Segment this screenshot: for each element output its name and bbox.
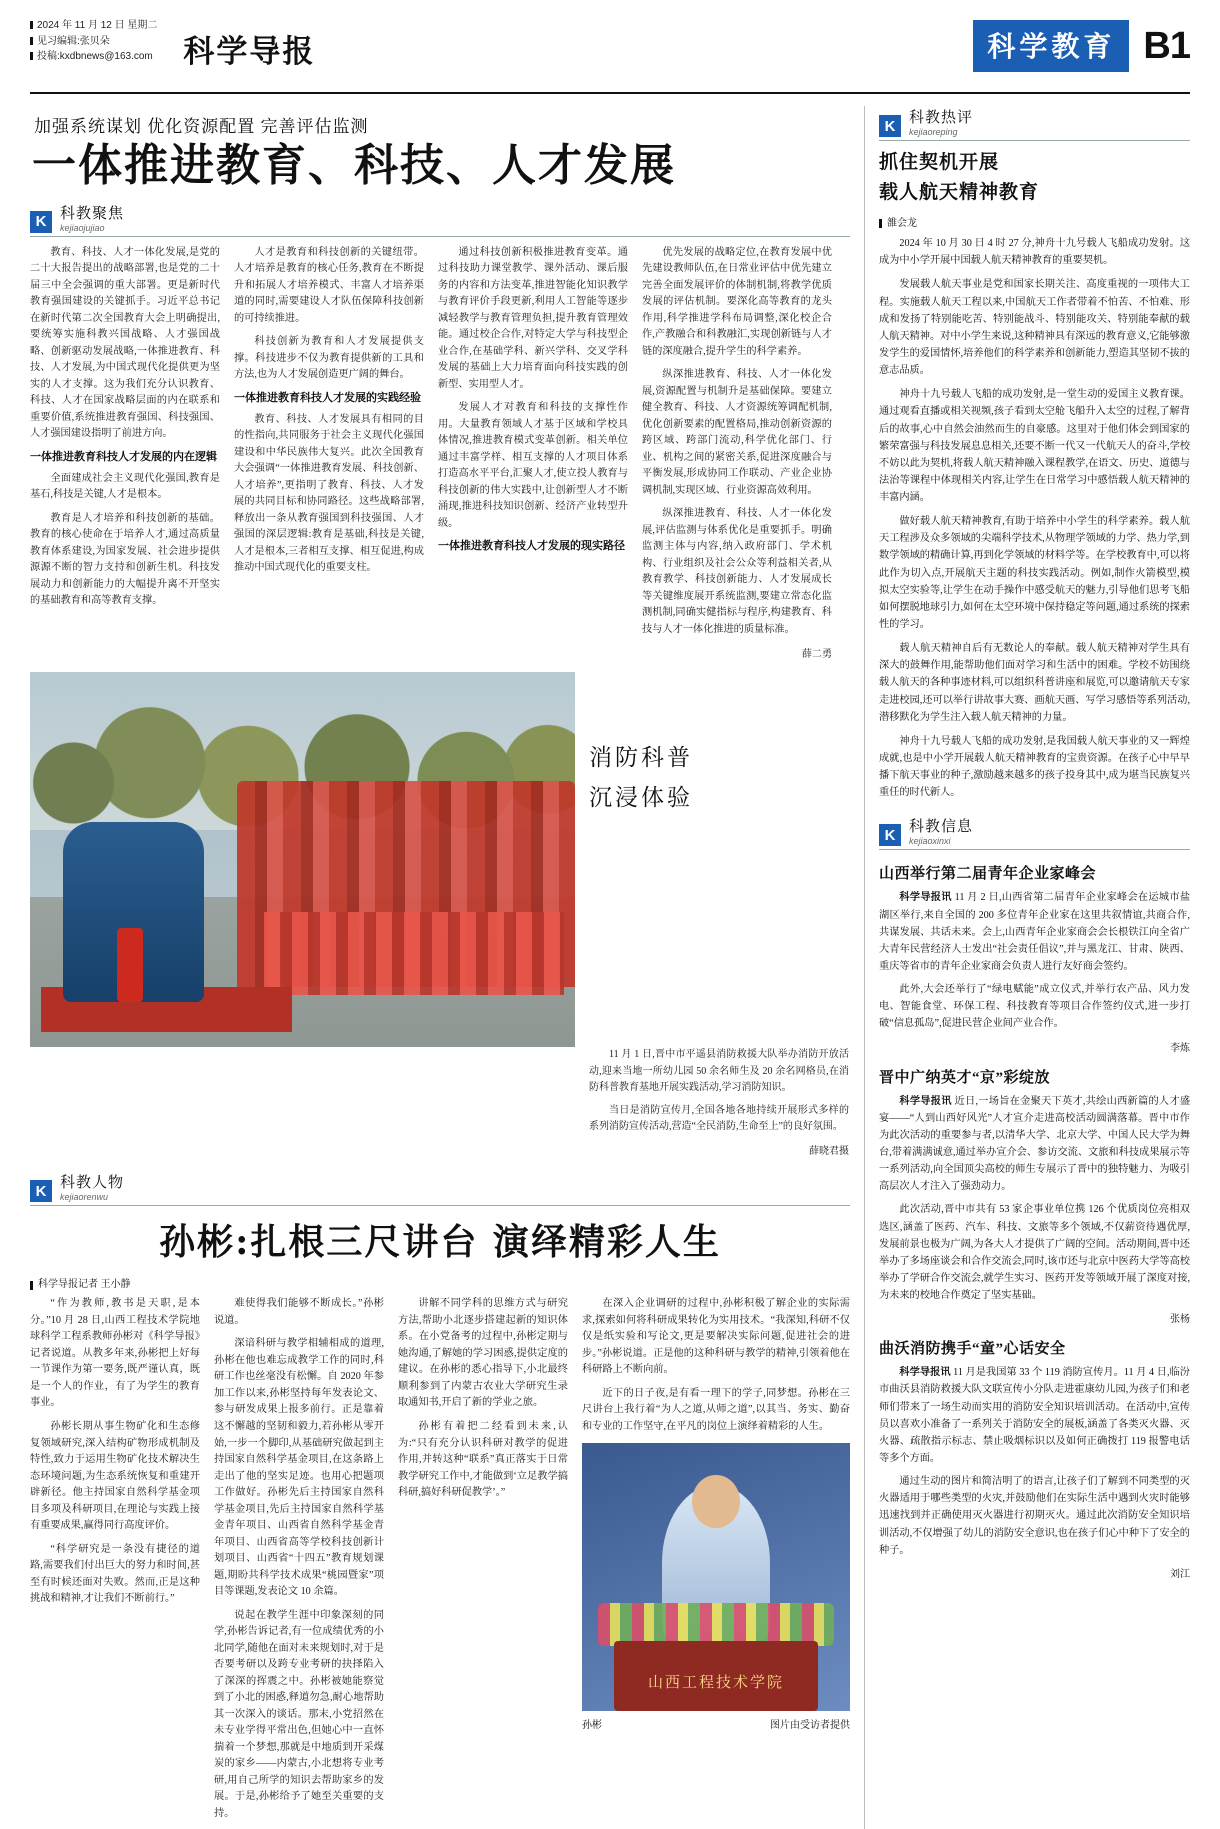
paragraph: 神舟十九号载人飞船的成功发射,是我国载人航天事业的又一辉煌成就,也是中小学开展载人航天精神教育的宝贵资源。在孩子心中早早播下航天事业的种子,激励越来越多的孩子投身其中,成为堪当民族复兴重任的时代新人。 bbox=[879, 735, 1190, 799]
lead-col-1 bbox=[30, 245, 220, 661]
rail-headline-line2: 载人航天精神教育 bbox=[879, 181, 1040, 203]
paragraph: 讲解不同学科的思维方式与研究方法,帮助小北逐步搭建起新的知识体系。在小党备考的过程中,孙彬定期与她沟通,了解她的学习困惑,提供定度的建议。在孙彬的悉心指导下,小北最终顺利参到了内蒙古农业大学研究生录取通知书,开启了新的学业之旅。 bbox=[398, 1298, 568, 1409]
column-head-renwu bbox=[30, 1171, 850, 1206]
column-head-label: 科教聚焦 bbox=[60, 205, 125, 222]
paragraph: 全面建成社会主义现代化强国,教育是基石,科技是关键,人才是根本。 bbox=[30, 472, 220, 501]
paragraph: 难使得我们能够不断成长。”孙彬说道。 bbox=[214, 1298, 384, 1326]
paragraph: 通过科技创新积极推进教育变革。通过科技助力课堂教学、课外活动、课后服务的内容和方法变革,推进智能化知识教学与教育评价手段更新,利用人工智能等逐步减轻教学与教育管理负担,提升教育管理效能。通过校企合作,对特定大学与科技型企业合作,在基础学科、新兴学科、交叉学科发展的基础上大力培育面向科技实践的创新型、实用型人才。 bbox=[438, 246, 628, 390]
paragraph: 科技创新为教育和人才发展提供支撑。科技进步不仅为教育提供新的工具和方法,也为人才发展创造更广阔的舞台。 bbox=[234, 336, 424, 381]
photo2-caption: 孙彬 bbox=[582, 1719, 602, 1731]
paragraph: 近下的日子夜,是有看一理下的学子,同梦想。孙彬在三尺讲台上我行着“为人之道,从师之道”,以其当、务实、勤奋和专业的工作坚守,在平凡的岗位上演绎着精彩的人生。 bbox=[582, 1387, 850, 1432]
feature-col-2 bbox=[214, 1296, 384, 1829]
feature-columns bbox=[30, 1296, 850, 1829]
photo-overline-line2: 沉浸体验 bbox=[589, 784, 693, 810]
column-head-pinyin: kejiaoxinxi bbox=[909, 836, 951, 847]
paragraph: 神舟十九号载人飞船的成功发射,是一堂生动的爱国主义教育课。通过观看直播或相关视频,孩子看到太空舱飞船升入太空的过程,了解背后的故事,心中自然会油然而生的自豪感。这里对于他们体会到国家的繁荣富强与科技发展息息相关,还要不断一代又一代航天人的奋斗,学校不妨以此为契机,将载人航天精神融入课程教学,在语文、历史、道德与法治等课程中体现相关内容,让学生在日常学习中感悟载人航天精神的丰富内涵。 bbox=[879, 389, 1190, 504]
feature-byline-text: 科学导报记者 王小静 bbox=[38, 1279, 131, 1291]
k-logo-icon: K bbox=[879, 115, 901, 137]
rail-byline-top bbox=[879, 214, 1190, 229]
news-lead-label: 科学导报讯 bbox=[899, 892, 952, 904]
paragraph: 孙彬有着把二经看到未来,认为:“只有充分认识科研对教学的促进作用,并转这种“联系”真正落实于日常教学研究工作中,才能做到‘立足教学搞科研,搞好科研促教学’。” bbox=[398, 1421, 568, 1499]
photo-overline-line1: 消防科普 bbox=[589, 745, 693, 771]
feature-col-4 bbox=[582, 1296, 850, 1829]
k-logo-icon: K bbox=[30, 1180, 52, 1202]
feature-byline bbox=[30, 1275, 850, 1290]
lead-col-2 bbox=[234, 245, 424, 661]
bar-marker bbox=[30, 1281, 33, 1290]
column-head-xinxi bbox=[879, 815, 1190, 850]
fire-safety-photo bbox=[30, 672, 575, 1047]
photo2-caption-row bbox=[582, 1716, 850, 1731]
column-head-reping bbox=[879, 106, 1190, 141]
issue-date: 2024 年 11 月 12 日 星期二 bbox=[37, 20, 158, 31]
lead-byline: 薛二勇 bbox=[802, 649, 832, 661]
feature-headline: 孙彬:扎根三尺讲台 演绎精彩人生 bbox=[159, 1221, 721, 1264]
subhead: 一体推进教育科技人才发展的实践经验 bbox=[234, 391, 421, 404]
photo2-podium-text: 山西工程技术学院 bbox=[647, 1672, 784, 1691]
news-credit: 张杨 bbox=[1170, 1314, 1190, 1326]
paragraph: 孙彬长期从事生物矿化和生态修复领域研究,深入结构矿物形成机制及特性,致力于运用生物矿化技术解决生态环境问题,为生态系统恢复和重建开辟新径。他主持国家自然科学基金项目多项及科研项目,在理论与实践上接有重要成果,赢得同行高度评价。 bbox=[30, 1421, 200, 1532]
news-headline-2: 晋中广纳英才“京”彩绽放 bbox=[879, 1069, 1051, 1086]
masthead-right bbox=[973, 20, 1190, 72]
issue-editor: 见习编辑:张贝朵 bbox=[37, 35, 110, 47]
paragraph: “科学研究是一条没有捷径的道路,需要我们付出巨大的努力和时间,甚至有时候还面对失败。然而,正是这种挑战和精神,才让我们不断前行。” bbox=[30, 1543, 200, 1605]
news-paragraph bbox=[879, 1093, 1190, 1196]
masthead-left bbox=[30, 18, 315, 71]
news-headline-3: 曲沃消防携手“童”心话安全 bbox=[879, 1341, 1066, 1358]
feature-col-1 bbox=[30, 1296, 200, 1829]
photo-caption-1: 11 月 1 日,晋中市平遥县消防救援大队举办消防开放活动,迎来当地一所幼儿园 50 余名师生及 20 余名网格员,在消防科普教育基地开展实践活动,学习消防知识。 bbox=[589, 1049, 849, 1093]
photo2-flowers bbox=[598, 1603, 834, 1646]
bar-marker bbox=[879, 219, 882, 228]
paragraph: 优先发展的战略定位,在教育发展中优先建设教师队伍,在日常业评估中优先建立完善全面发展评价的体制机制,将教学优质发展的评估机制。要深化高等教育的龙头作用,科学推进学科布局调整,深化校企合作,产教融合和科教融汇,实现创新链与人才链的深度融合,提升学生的科学素养。 bbox=[642, 246, 832, 357]
photo-credit: 薛晓君摄 bbox=[809, 1146, 849, 1158]
lead-article-columns bbox=[30, 245, 850, 661]
lead-col-4 bbox=[642, 245, 832, 661]
paragraph: “作为教师,教书是天职,是本分。”10 月 28 日,山西工程技术学院地球科学工程系教师孙彬对《科学导报》记者说道。从教多年来,孙彬把上好每一节课作为第一要务,既严谨认真，既是一个人的作业，有了为学生的教育事业。 bbox=[30, 1298, 200, 1409]
photo2-credit: 图片由受访者提供 bbox=[770, 1719, 850, 1731]
photo-fire-extinguisher bbox=[117, 928, 143, 1002]
feature-col-3 bbox=[398, 1296, 568, 1829]
photo-story-left bbox=[30, 672, 575, 1047]
paragraph: 发展载人航天事业是党和国家长期关注、高度重视的一项伟大工程。实施载人航天工程以来,中国航天工作者带着不怕苦、不怕难、形成和发扬了特别能吃苦、特别能战斗、特别能攻关、特别能奉献的载人航天精神。对中小学生来说,这种精神具有深远的教育意义,它能够激发学生的爱国情怀,培养他们的科学素养和创新能力,塑造其坚韧不拔的意志品质。 bbox=[879, 279, 1190, 377]
news-credit: 刘江 bbox=[1170, 1568, 1190, 1580]
rail-byline-text: 雒会龙 bbox=[887, 218, 917, 230]
paragraph: 做好载人航天精神教育,有助于培养中小学生的科学素养。载人航天工程涉及众多领域的尖端科学技术,从物理学领域的力学、热力学,到数学领域的精确计算,再到化学领域的材料学等。在学校教育中,可以将此作为切入点,开展航天主题的科技实践活动。例如,制作火箭模型,模拟太空实验等,让学生在动手操作中感受航天的魅力,引导他们思考飞船如何摆脱地球引力,如何在太空环境中保持稳定等问题,通过系统的探索性的学习。 bbox=[879, 516, 1190, 631]
bar-marker bbox=[30, 21, 33, 29]
column-head-label: 科教热评 bbox=[909, 110, 974, 126]
photo2-speaker-head bbox=[692, 1475, 740, 1529]
feature-article bbox=[30, 1171, 850, 1829]
news-body: 11 月是我国第 33 个 119 消防宣传月。11 月 4 日,临汾市曲沃县消防救援大队文联宣传小分队走进霍康幼儿园,为孩子们和老师们带来了一场生动而实用的消防安全知识培训活动。在活动中,宣传员以喜欢小准备了一系列关于消防安全的展板,涵盖了各类灭火器、灭火器、疏散指示标志、禁止吸烟标识以及如何正确拨打 119 报警电话等多个方面。 bbox=[879, 1367, 1190, 1464]
subhead: 一体推进教育科技人才发展的内在逻辑 bbox=[30, 450, 217, 463]
paragraph: 纵深推进教育、科技、人才一体化发展,资源配置与机制升是基础保障。要建立健全教育、科技、人才资源统筹调配机制,优化创新要素的配置格局,推动创新资源的跨区域、跨部门流动,科学优化部门、行业、机构之间的紧密关系,促进深度融合与平衡发展,形成协同工作联动、产业企业协调机制,实现区域、行业资源高效利用。 bbox=[642, 369, 832, 496]
page-number: B1 bbox=[1143, 24, 1190, 67]
photo-story bbox=[30, 672, 850, 1047]
subhead: 一体推进教育科技人才发展的现实路径 bbox=[438, 540, 625, 553]
lead-headline: 一体推进教育、科技、人才发展 bbox=[32, 140, 676, 191]
paragraph: 2024 年 10 月 30 日 4 时 27 分,神舟十九号载人飞船成功发射。这成为中小学开展中国载人航天精神教育的重要契机。 bbox=[879, 238, 1190, 267]
left-column bbox=[30, 106, 850, 1829]
paragraph: 深谙科研与教学相辅相成的道理,孙彬在他也难忘成教学工作的同时,科研工作也丝毫没有松懈。自 2020 年参加工作以来,孙彬坚持每年发表论文、参与研发成果上报多前行。正是靠着这不懈越的坚韧和毅力,若孙彬从零开始,一步一个脚印,从基础研究做起到主持国家自然科学基金项目,在这条路上走出了他的坚实足迹。也用心把题项工作做好。孙彬先后主持国家自然科学基金项目,先后主持国家自然科学基金青年项目、山西省自然科学基金青年项目、山西省高等学校科技创新计划项目、山西省“十四五”教育规划课题,期盼共科学技术成果“桃园暨家”项目等课题,发表论文 10 余篇。 bbox=[214, 1338, 384, 1598]
sun-bin-photo bbox=[582, 1443, 850, 1711]
news-lead-label: 科学导报讯 bbox=[899, 1367, 951, 1379]
lead-shoulder: 加强系统谋划 优化资源配置 完善评估监测 bbox=[34, 117, 369, 136]
page-body bbox=[30, 106, 1190, 1829]
column-head-pinyin: kejiaorenwu bbox=[60, 1192, 109, 1203]
news-paragraph: 此外,大会还举行了“绿电赋能”成立仪式,并举行农产品、风力发电、智能食堂、环保工程、科技教育等项目合作签约仪式,进一步打破“信息孤岛”,促进民营企业间产业合作。 bbox=[879, 984, 1190, 1030]
news-body: 近日,一场旨在金聚天下英才,共绘山西新篇的人才盛宴——“人到山西好风光”人才宣介走进高校活动圆满落幕。晋中市作为此次活动的重要参与者,以清华大学、北京大学、中国人民大学为舞台,带着满满诚意,通过举办宣介会、参访交流、文旅和科技成果展示等一系列活动,向全国顶尖高校的师生专展示了晋中的独特魅力、为吸引高层次人才注入了强劲动力。 bbox=[879, 1095, 1191, 1193]
paragraph: 教育、科技、人才发展具有相同的目的性指向,共同服务于社会主义现代化强国建设和中华民族伟大复兴。此次全国教育大会强调“一体推进教育发展、科技创新、人才培养”,更指明了教育、科技、人才发展的共同目标和协同路径。这些战略部署,释放出一条从教育强国到科技强国、人才强国的深层逻辑:教育是基础,科技是关键,人才是根本,三者相互支撑、相互促进,构成推动中国式现代化的重要支柱。 bbox=[234, 413, 424, 574]
news-paragraph: 此次活动,晋中市共有 53 家企事业单位携 126 个优质岗位亮相双选区,涵盖了医药、汽车、科技、文旅等多个领域,不仅薪资待遇优厚,发展前景也极为广阔,为各大人才提供了广阔的空间。活动期间,晋中还举办了多场座谈会和合作交流会,同时,该市还与北京中医药大学等高校举办了学研合作交流会,就学生实习、医药开发等领域开展了深度对接,为未来的校地合作奠定了坚实基础。 bbox=[879, 1204, 1190, 1302]
news-lead-label: 科学导报讯 bbox=[899, 1095, 952, 1107]
column-head-label: 科教信息 bbox=[909, 819, 974, 836]
paragraph: 发展人才对教育和科技的支撑性作用。大量教育领域人才基于区域和学校具体情况,推进教育模式变革创新。相关单位通过丰富学样、相互支撑的人才项目体系打造高水平平台,汇聚人才,使立投人教育与科技创新的伟大实践中,让创新型人才不断涌现,推进科技知识创新、经济产业转型升级。 bbox=[438, 402, 628, 529]
news-credit: 李炼 bbox=[1170, 1042, 1190, 1054]
news-body: 11 月 2 日,山西省第二届青年企业家峰会在运城市盐湖区举行,来自全国的 200 多位青年企业家在这里共叙情谊,共商合作,共谋发展、共话未来。会上,山西青年企业家商会会长根铁江向全省广大青年民营经济人士发出“社会责任倡议”,并与黑龙江、甘肃、陕西、重庆等省市的青年企业家商会负责人进行友好商会签约。 bbox=[879, 892, 1191, 973]
news-paragraph bbox=[879, 889, 1190, 975]
column-head-label: 科教人物 bbox=[60, 1175, 125, 1192]
photo-caption-block bbox=[589, 1047, 849, 1157]
bar-marker bbox=[30, 52, 33, 60]
issue-email: 投稿:kxdbnews@163.com bbox=[37, 51, 153, 62]
paragraph: 教育是人才培养和科技创新的基础。教育的核心使命在于培养人才,通过高质量教育体系建设,为国家发展、社会进步提供源源不断的智力支持和创新生机。科技发展动力和创新能力的大幅提升离不开坚实的基础教育和高等教育支撑。 bbox=[30, 512, 220, 607]
lead-col-3 bbox=[438, 245, 628, 661]
masthead bbox=[30, 18, 1190, 94]
paragraph: 在深入企业调研的过程中,孙彬积极了解企业的实际需求,探索如何将科研成果转化为实用技术。“我深知,科研不仅仅是纸实验和写论文,更是要解决实际问题,促进社会的进步。”孙彬说道。正是他的这种科研与教学的精神,引领着他在科研路上不断向前。 bbox=[582, 1298, 850, 1376]
rail-headline-line1: 抓住契机开展 bbox=[879, 152, 1000, 173]
news-paragraph bbox=[879, 1364, 1190, 1467]
paper-name: 科学导报 bbox=[183, 34, 316, 70]
column-head-jujiao bbox=[30, 202, 850, 237]
paragraph: 说起在教学生涯中印象深刻的同学,孙彬告诉记者,有一位成绩优秀的小北同学,随他在面对未来规划时,对于是否要考研以及跨专业考研的抉择陷入了深深的挥震之中。孙彬被她能察觉到了小北的困惑,释道勿急,耐心地帮助其一次深入的谈话。那末,小党招然在未专业学得平常出色,但她心中一直怀揣着一个梦想,那就是中地质到开采煤炭的家乡——内蒙古,小北想将专业考研,用自己所学的知识去帮助家乡的发展。于是,孙彬给予了她至关重要的支持。 bbox=[214, 1609, 384, 1819]
issue-info bbox=[30, 18, 157, 65]
k-logo-icon: K bbox=[30, 211, 52, 233]
paragraph: 教育、科技、人才一体化发展,是党的二十大报告提出的战略部署,也是党的二十届三中全会强调的重大部署。更是新时代教育强国建设的关键抓手。习近平总书记在新时代第二次全国教育大会上明确提出,要统筹实施科教兴国战略、人才强国战略、创新驱动发展战略,一体推进教育、科技、人才发展,为中国式现代化提供更为坚实的人才支撑。这为我们充分认识教育、科技、人才在国家战略层面的内在联系和重要价值,系统推进教育强国、科技强国、人才强国建设指明了前进方向。 bbox=[30, 246, 220, 440]
photo-children-front-row bbox=[264, 912, 564, 995]
right-rail bbox=[864, 106, 1190, 1829]
paragraph: 载人航天精神自后有无数论人的奉献。载人航天精神对学生具有深大的鼓舞作用,能帮助他们面对学习和生活中的困难。学校不妨围绕载人航天的各种事迹材料,可以组织科普讲座和展览,可以邀请航天专家走进校园,还可以举行讲故事大赛、画航天画、写学习感悟等系列活动,潜移默化为学生注入载人航天精神的力量。 bbox=[879, 643, 1190, 723]
column-head-pinyin: kejiaojujiao bbox=[60, 222, 105, 233]
news-headline-1: 山西举行第二届青年企业家峰会 bbox=[879, 866, 1097, 883]
photo-caption-2: 当日是消防宣传月,全国各地各地持续开展形式多样的系列消防宣传活动,营造“全民消防,生命至上”的良好氛围。 bbox=[589, 1105, 849, 1133]
column-head-pinyin: kejiaoreping bbox=[909, 127, 958, 137]
news-paragraph: 通过生动的图片和简洁明了的语言,让孩子们了解到不同类型的灭火器适用于哪些类型的火灾,并鼓励他们在实际生活中遇到火灾时能够迅速找到并正确使用灭火器进行初期灭火。通过此次消防安全知识培训活动,不仅增强了幼儿的消防安全意识,也在孩子们心中种下了安全的种子。 bbox=[879, 1476, 1190, 1556]
paragraph: 人才是教育和科技创新的关键纽带。人才培养是教育的核心任务,教育在不断提升和拓展人才培养模式、丰富人才培养渠道的同时,需要建设人才队伍保障科技创新的可持续推进。 bbox=[234, 246, 424, 324]
paragraph: 纵深推进教育、科技、人才一体化发展,评估监测与体系优化是重要抓手。明确监测主体与内容,纳入政府部门、学术机构、行业组织及社会公众等利益相关者,从教育教学、科技创新能力、人才发展成长等关键维度展开系统监测,要建立常态化监测机制,同确实健指标与程序,构建教育、科技与人才一体化推进的质量标准。 bbox=[642, 508, 832, 635]
section-badge: 科学教育 bbox=[973, 20, 1129, 72]
photo-overline bbox=[589, 672, 849, 1047]
bar-marker bbox=[30, 37, 33, 45]
k-logo-icon: K bbox=[879, 824, 901, 846]
